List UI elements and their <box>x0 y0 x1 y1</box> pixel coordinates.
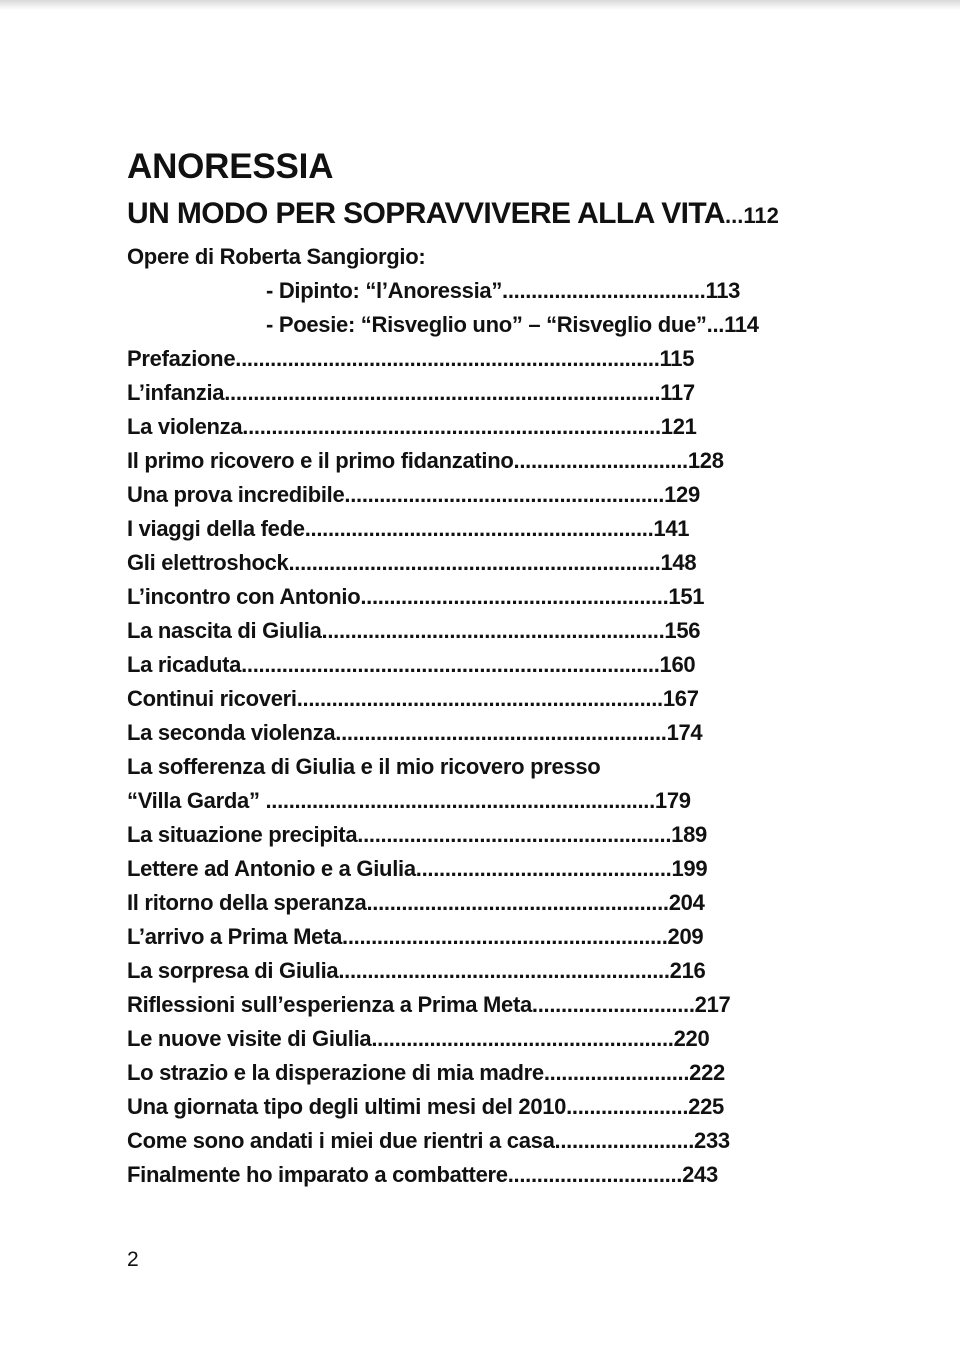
book-subtitle <box>127 188 847 240</box>
toc-entry: “Villa Garda” ...................................................................179 <box>127 788 691 813</box>
toc-entry: Continui ricoveri...............................................................167 <box>127 686 699 711</box>
toc-entry: Una giornata tipo degli ultimi mesi del 2010.....................225 <box>127 1094 724 1119</box>
toc-entry: La nascita di Giulia...........................................................156 <box>127 618 701 643</box>
toc-entry: L’arrivo a Prima Meta........................................................209 <box>127 924 704 949</box>
toc-entry: Lettere ad Antonio e a Giulia............................................199 <box>127 856 708 881</box>
works-label: Opere di Roberta Sangiorgio: <box>127 244 426 269</box>
toc-entry: Il ritorno della speranza....................................................204 <box>127 890 705 915</box>
toc-entry: Una prova incredibile.......................................................129 <box>127 482 700 507</box>
book-title: ANORESSIA <box>127 147 334 186</box>
toc-entry: Prefazione.........................................................................115 <box>127 346 695 371</box>
toc-entry: Come sono andati i miei due rientri a casa........................233 <box>127 1128 730 1153</box>
toc-entry: Finalmente ho imparato a combattere..............................243 <box>127 1162 718 1187</box>
toc-entry: Riflessioni sull’esperienza a Prima Meta............................217 <box>127 992 731 1017</box>
toc-entry: Lo strazio e la disperazione di mia madre.........................222 <box>127 1060 725 1085</box>
toc-entry: La sorpresa di Giulia.........................................................216 <box>127 958 706 983</box>
book-subtitle-text: UN MODO PER SOPRAVVIVERE ALLA VITA <box>127 197 725 230</box>
table-of-contents <box>127 146 847 1192</box>
toc-entry: La seconda violenza.........................................................174 <box>127 720 703 745</box>
toc-entry: Il primo ricovero e il primo fidanzatino..............................128 <box>127 448 724 473</box>
works-item-painting: - Dipinto: “l’Anoressia”...................................113 <box>266 278 741 303</box>
toc-entry: La sofferenza di Giulia e il mio ricovero presso <box>127 754 601 779</box>
book-subtitle-page: 112 <box>743 203 779 228</box>
toc-entry: La ricaduta........................................................................160 <box>127 652 696 677</box>
toc-list <box>127 342 847 1192</box>
toc-entry: L’incontro con Antonio.....................................................151 <box>127 584 705 609</box>
works-item-poems: - Poesie: “Risveglio uno” – “Risveglio due”...114 <box>266 312 759 337</box>
toc-entry: I viaggi della fede............................................................141 <box>127 516 690 541</box>
toc-entry: Le nuove visite di Giulia....................................................220 <box>127 1026 710 1051</box>
toc-entry: L’infanzia...........................................................................117 <box>127 380 695 405</box>
toc-entry: Gli elettroshock................................................................148 <box>127 550 697 575</box>
toc-entry: La situazione precipita......................................................189 <box>127 822 707 847</box>
page-top-shadow <box>0 0 960 10</box>
page-number: 2 <box>127 1248 139 1271</box>
toc-entry: La violenza........................................................................121 <box>127 414 697 439</box>
book-subtitle-dots: ... <box>724 203 744 228</box>
